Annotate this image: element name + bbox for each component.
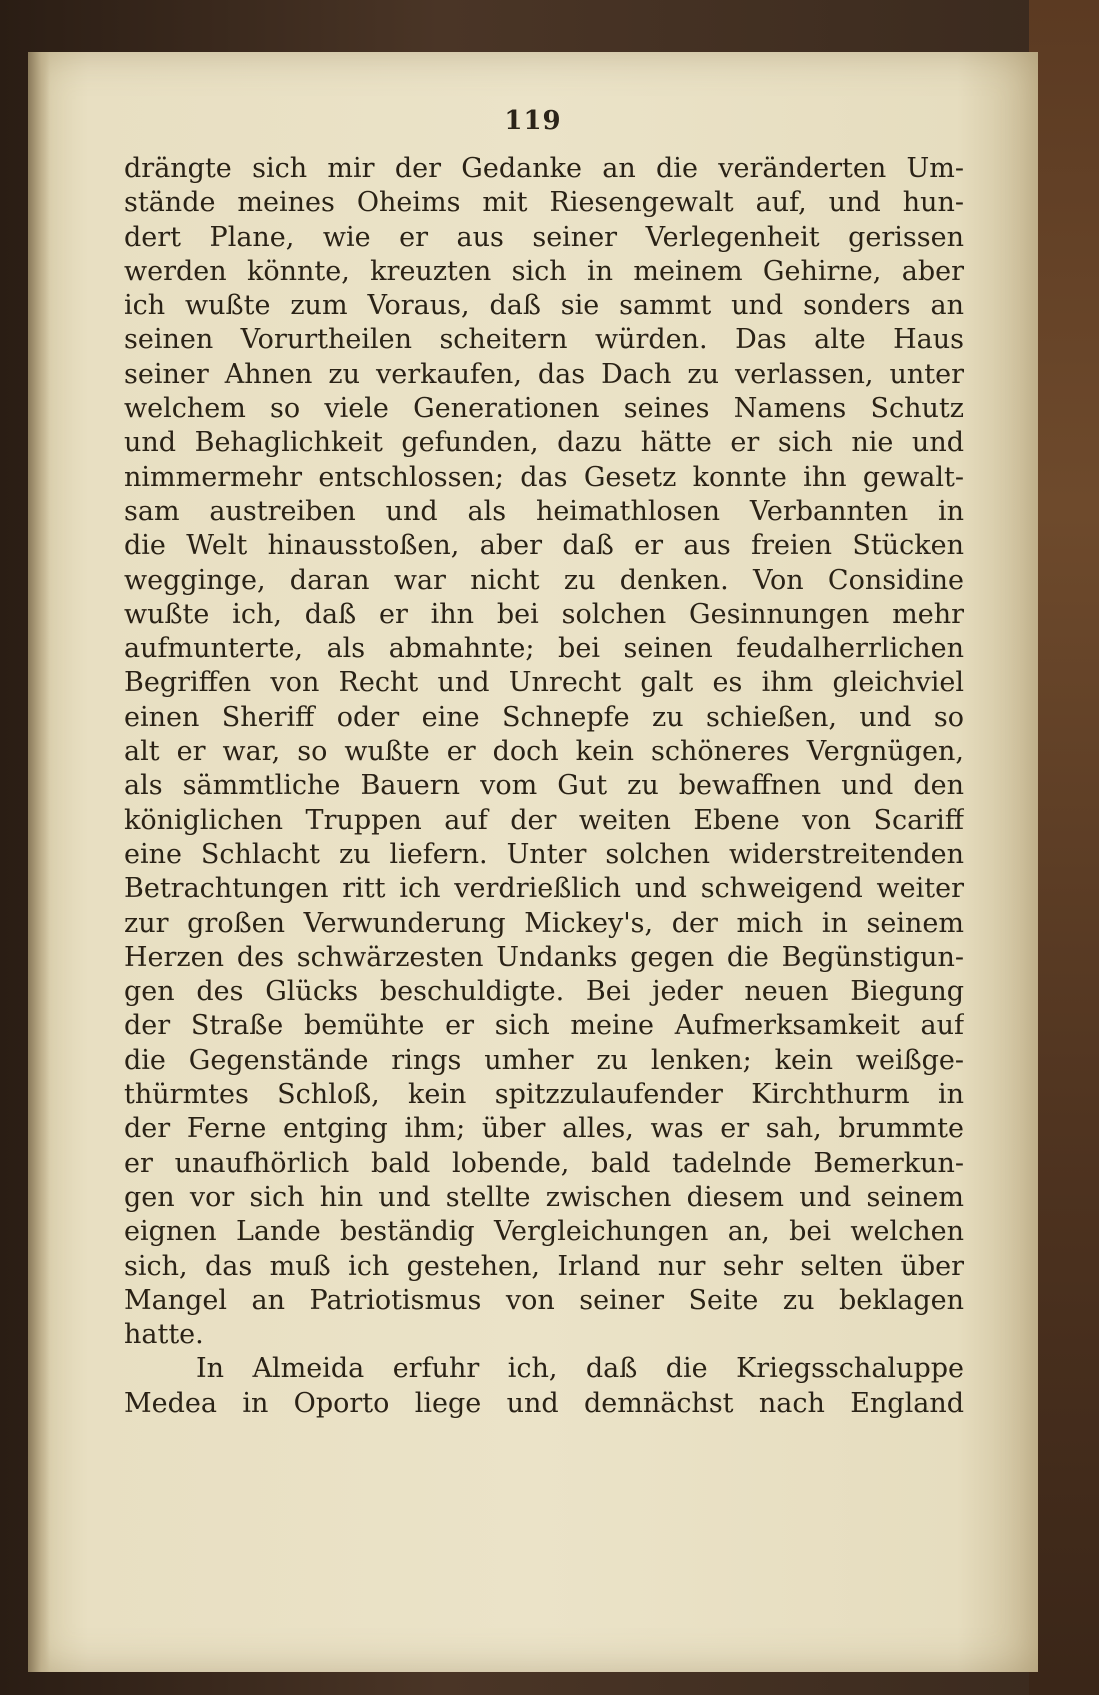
text-line: aufmunterte, als abmahnte; bei seinen feudalherrlichen: [124, 633, 964, 665]
page-number: 119: [504, 106, 562, 136]
text-line: drängte sich mir der Gedanke an die veränderten Um-: [124, 153, 964, 184]
text-line: zur großen Verwunderung Mickey's, der mich in seinem: [124, 907, 964, 939]
text-line: sam austreiben und als heimathlosen Verbannten in: [124, 495, 964, 527]
text-line: einen Sheriff oder eine Schnepfe zu schießen, und so: [124, 701, 964, 733]
book-cover-edge: [1029, 0, 1099, 1695]
page-text: [124, 152, 964, 1421]
text-line: gen des Glücks beschuldigte. Bei jeder neuen Biegung: [124, 976, 964, 1008]
text-line: werden könnte, kreuzten sich in meinem Gehirne, aber: [124, 255, 964, 287]
text-line: seiner Ahnen zu verkaufen, das Dach zu verlassen, unter: [124, 358, 964, 390]
text-line: welchem so viele Generationen seines Namens Schutz: [124, 393, 964, 425]
text-line: hatte.: [124, 1319, 204, 1351]
text-line: der Straße bemühte er sich meine Aufmerksamkeit auf: [124, 1010, 964, 1042]
text-line: In Almeida erfuhr ich, daß die Kriegsschaluppe: [196, 1353, 964, 1385]
text-line: Herzen des schwärzesten Undanks gegen die Begünstigun-: [124, 941, 964, 973]
text-line: Mangel an Patriotismus von seiner Seite zu beklagen: [124, 1284, 964, 1316]
text-line: er unaufhörlich bald lobende, bald tadelnde Bemerkun-: [124, 1147, 964, 1179]
text-line: Begriffen von Recht und Unrecht galt es ihm gleichviel: [124, 667, 964, 699]
text-line: seinen Vorurtheilen scheitern würden. Das alte Haus: [124, 324, 964, 356]
text-line: nimmermehr entschlossen; das Gesetz konnte ihn gewalt-: [124, 461, 964, 493]
text-line: thürmtes Schloß, kein spitzzulaufender Kirchthurm in: [124, 1079, 964, 1111]
text-line: wußte ich, daß er ihn bei solchen Gesinnungen mehr: [124, 598, 964, 630]
text-line: stände meines Oheims mit Riesengewalt auf, und hun-: [124, 187, 964, 219]
text-line: Betrachtungen ritt ich verdrießlich und schweigend weiter: [124, 873, 964, 905]
text-line: sich, das muß ich gestehen, Irland nur sehr selten über: [124, 1250, 964, 1282]
text-line: königlichen Truppen auf der weiten Ebene von Scariff: [124, 804, 964, 836]
text-line: ich wußte zum Voraus, daß sie sammt und sonders an: [124, 290, 964, 322]
book-page: [28, 52, 1038, 1672]
text-line: der Ferne entging ihm; über alles, was er sah, brummte: [124, 1113, 964, 1145]
text-line: und Behaglichkeit gefunden, dazu hätte er sich nie und: [124, 427, 964, 459]
text-line: die Welt hinausstoßen, aber daß er aus freien Stücken: [124, 530, 964, 562]
text-line: wegginge, daran war nicht zu denken. Von Considine: [124, 564, 964, 596]
text-line: als sämmtliche Bauern vom Gut zu bewaffnen und den: [124, 770, 964, 802]
text-line: gen vor sich hin und stellte zwischen diesem und seinem: [124, 1181, 964, 1213]
page-gutter: [28, 52, 50, 1672]
text-line: alt er war, so wußte er doch kein schöneres Vergnügen,: [124, 736, 964, 768]
text-line: die Gegenstände rings umher zu lenken; kein weißge-: [124, 1044, 964, 1076]
text-line: dert Plane, wie er aus seiner Verlegenheit gerissen: [124, 221, 964, 253]
text-line: Medea in Oporto liege und demnächst nach England: [124, 1387, 964, 1419]
text-line: eignen Lande beständig Vergleichungen an, bei welchen: [124, 1216, 964, 1248]
text-line: eine Schlacht zu liefern. Unter solchen widerstreitenden: [124, 838, 964, 870]
